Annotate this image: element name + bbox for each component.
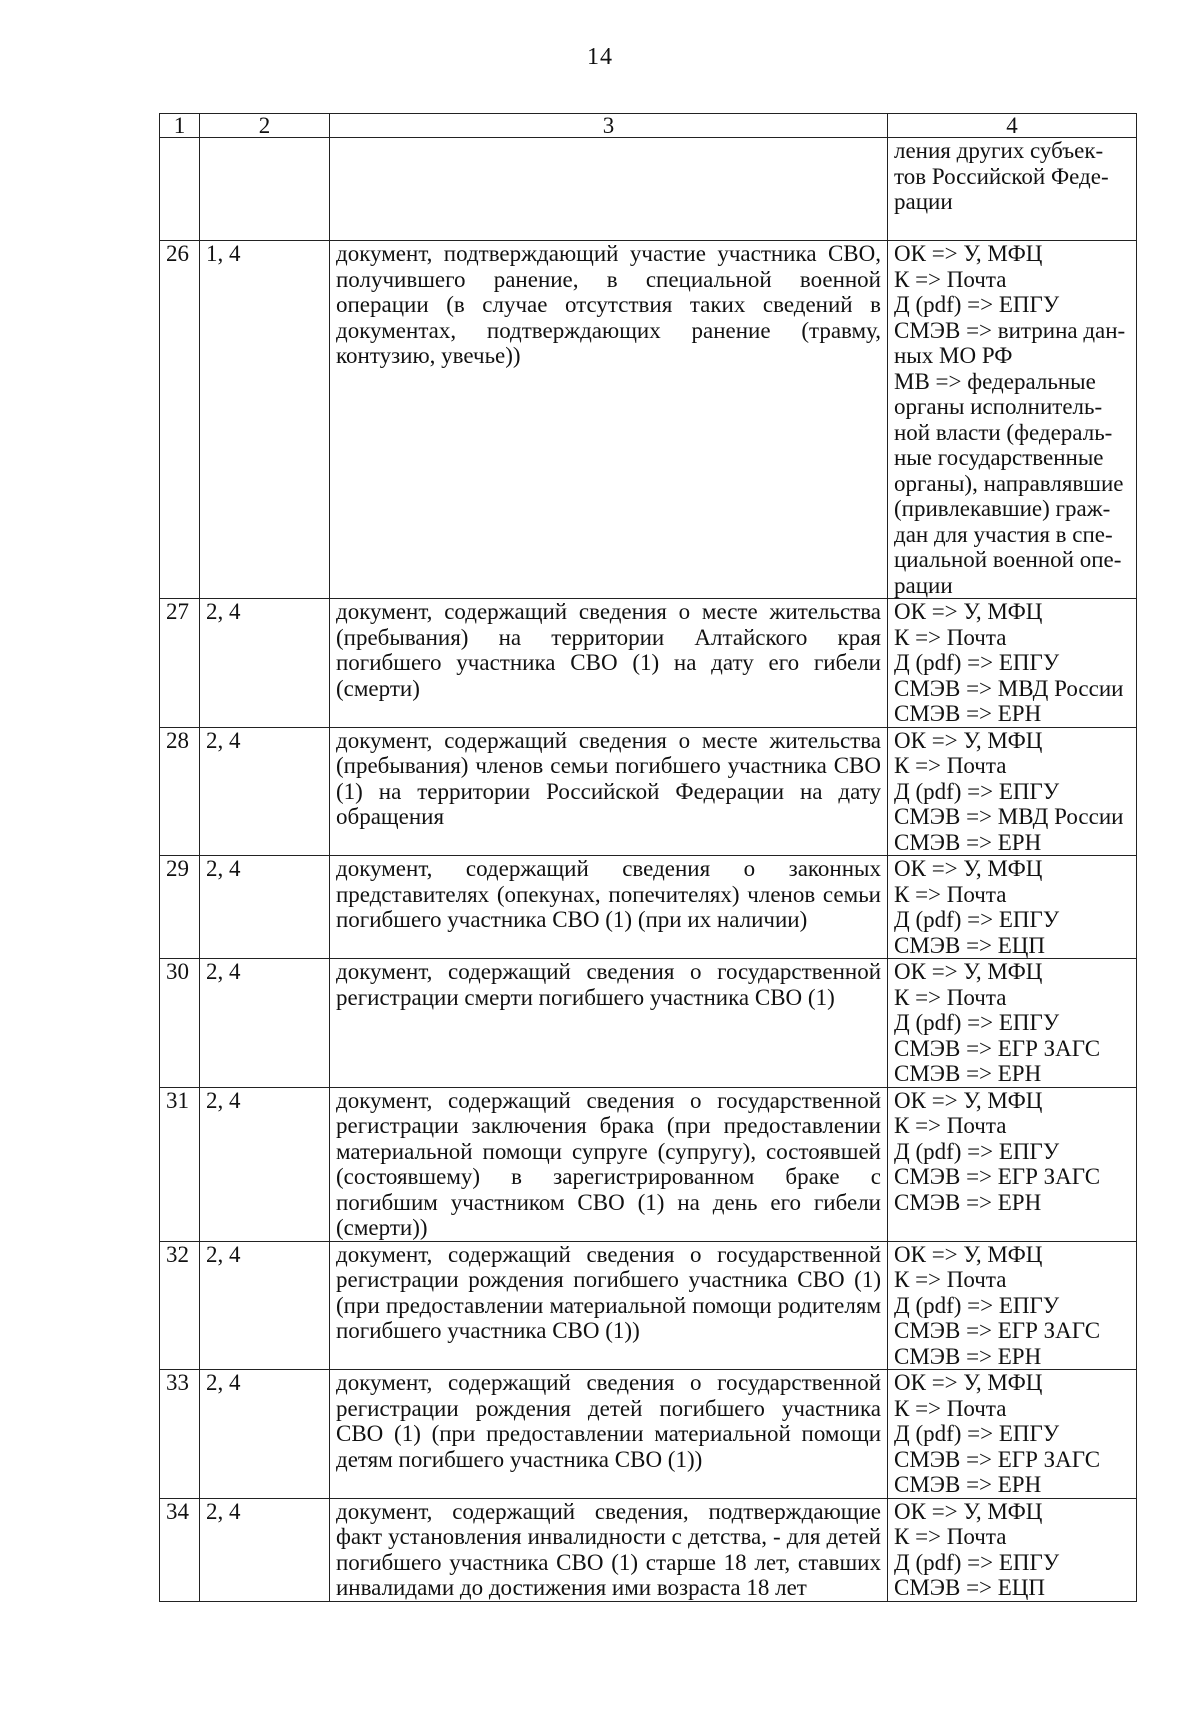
row-channels-cell <box>888 241 1137 599</box>
channel-line: ОК => У, МФЦ <box>894 1370 1043 1395</box>
table-body <box>160 138 1137 1602</box>
channel-line: СМЭВ => ЕГР ЗАГС <box>894 1318 1101 1343</box>
column-header-3: 3 <box>330 114 888 138</box>
channel-line: СМЭВ => витрина дан- <box>894 317 1126 343</box>
row-number-cell: 28 <box>160 727 200 856</box>
channel-line: СМЭВ => ЕРН <box>894 1189 1042 1215</box>
channel-line: К => Почта <box>894 1267 1007 1292</box>
row-description-cell: документ, содержащий сведения о государственной регистрации рождения детей погибшего участника СВО (1) (при предоставлении материальной помощи детям погибшего участника СВО (1)) <box>330 1370 888 1499</box>
table-row <box>160 959 1137 1088</box>
channel-line: ной власти (федераль- <box>894 419 1113 445</box>
row-number-cell: 33 <box>160 1370 200 1499</box>
row-description-cell: документ, содержащий сведения о государственной регистрации смерти погибшего участника СВО (1) <box>330 959 888 1088</box>
channel-line: Д (pdf) => ЕПГУ <box>894 1421 1060 1446</box>
row-channels-cell <box>888 959 1137 1088</box>
channel-line: ОК => У, МФЦ <box>894 241 1043 266</box>
channel-line: СМЭВ => ЕЦП <box>894 932 1046 958</box>
channel-line: тов Российской Феде- <box>894 163 1109 189</box>
row-channels-cell <box>888 1087 1137 1241</box>
channel-line: СМЭВ => ЕРН <box>894 1343 1042 1369</box>
continuation-num-cell <box>160 138 200 241</box>
table-row <box>160 727 1137 856</box>
row-description-cell: документ, содержащий сведения о государственной регистрации заключения брака (при предоставлении материальной помощи супруге (супругу), состоявшей (состоявшему) в зарегистрированном браке с погибшим участником СВО (1) на день его гибели (смерти)) <box>330 1087 888 1241</box>
page-number: 14 <box>587 44 613 70</box>
table-row <box>160 1498 1137 1601</box>
table-row <box>160 1241 1137 1370</box>
table-row <box>160 856 1137 959</box>
channel-line: СМЭВ => ЕРН <box>894 701 1042 726</box>
continuation-channels-cell <box>888 138 1137 241</box>
channel-line: дан для участия в спе- <box>894 521 1113 547</box>
channel-line: ОК => У, МФЦ <box>894 599 1043 624</box>
channel-line: ные государственные <box>894 445 1104 470</box>
row-refs-cell: 2, 4 <box>200 727 330 856</box>
channel-line: циальной военной опе- <box>894 547 1122 572</box>
row-refs-cell: 2, 4 <box>200 856 330 959</box>
row-description-cell: документ, содержащий сведения, подтверждающие факт установления инвалидности с детства, - для детей погибшего участника СВО (1) старше 18 лет, ставших инвалидами до достижения ими возраста 18 лет <box>330 1498 888 1601</box>
channel-line: ОК => У, МФЦ <box>894 1241 1043 1267</box>
row-channels-cell <box>888 856 1137 959</box>
continuation-description-cell <box>330 138 888 241</box>
channel-line: СМЭВ => МВД России <box>894 804 1124 829</box>
channel-line: СМЭВ => ЕРН <box>894 829 1042 855</box>
table-row-continuation <box>160 138 1137 241</box>
table-row <box>160 1370 1137 1499</box>
row-refs-cell: 2, 4 <box>200 1370 330 1499</box>
table-header-row <box>160 114 1137 138</box>
channel-line: К => Почта <box>894 266 1007 292</box>
table-row <box>160 599 1137 728</box>
row-number-cell: 30 <box>160 959 200 1088</box>
channel-line: (привлекавшие) граж- <box>894 496 1111 521</box>
column-header-2: 2 <box>200 114 330 138</box>
channel-line: ления других субъек- <box>894 138 1104 163</box>
continuation-refs-cell <box>200 138 330 241</box>
row-description-cell: документ, содержащий сведения о законных представителях (опекунах, попечителях) членов семьи погибшего участника СВО (1) (при их наличии) <box>330 856 888 959</box>
channel-line: ных МО РФ <box>894 343 1013 368</box>
row-refs-cell: 2, 4 <box>200 599 330 728</box>
row-number-cell: 32 <box>160 1241 200 1370</box>
channel-line: СМЭВ => ЕРН <box>894 1472 1042 1497</box>
channel-line: СМЭВ => ЕГР ЗАГС <box>894 1164 1101 1189</box>
row-number-cell: 34 <box>160 1498 200 1601</box>
channel-line: Д (pdf) => ЕПГУ <box>894 907 1060 932</box>
channel-line: К => Почта <box>894 753 1007 778</box>
channel-line: К => Почта <box>894 984 1007 1010</box>
row-channels-cell <box>888 1370 1137 1499</box>
channel-line: К => Почта <box>894 1113 1007 1138</box>
channel-line: СМЭВ => ЕГР ЗАГС <box>894 1035 1101 1061</box>
channel-line: СМЭВ => ЕГР ЗАГС <box>894 1446 1101 1472</box>
row-refs-cell: 2, 4 <box>200 959 330 1088</box>
column-header-1: 1 <box>160 114 200 138</box>
row-refs-cell: 2, 4 <box>200 1498 330 1601</box>
channel-line: Д (pdf) => ЕПГУ <box>894 1292 1060 1318</box>
row-description-cell: документ, содержащий сведения о месте жительства (пребывания) членов семьи погибшего участника СВО (1) на территории Российской Федерации на дату обращения <box>330 727 888 856</box>
channel-line: К => Почта <box>894 1395 1007 1421</box>
channel-line: ОК => У, МФЦ <box>894 856 1043 881</box>
row-number-cell: 31 <box>160 1087 200 1241</box>
channel-line: Д (pdf) => ЕПГУ <box>894 1549 1060 1575</box>
row-channels-cell <box>888 1498 1137 1601</box>
channel-line: К => Почта <box>894 881 1007 907</box>
row-channels-cell <box>888 1241 1137 1370</box>
channel-line: СМЭВ => ЕРН <box>894 1061 1042 1086</box>
channel-line: СМЭВ => ЕЦП <box>894 1575 1046 1600</box>
channel-line: ОК => У, МФЦ <box>894 959 1043 984</box>
row-channels-cell <box>888 599 1137 728</box>
channel-line: СМЭВ => МВД России <box>894 675 1124 701</box>
row-refs-cell: 1, 4 <box>200 241 330 599</box>
row-number-cell: 29 <box>160 856 200 959</box>
channel-line: органы исполнитель- <box>894 394 1103 419</box>
channel-line: К => Почта <box>894 624 1007 650</box>
row-number-cell: 26 <box>160 241 200 599</box>
row-description-cell: документ, содержащий сведения о государственной регистрации рождения погибшего участника СВО (1) (при предоставлении материальной помощи родителям погибшего участника СВО (1)) <box>330 1241 888 1370</box>
channel-line: Д (pdf) => ЕПГУ <box>894 1138 1060 1164</box>
channel-line: ОК => У, МФЦ <box>894 1087 1043 1113</box>
channel-line: Д (pdf) => ЕПГУ <box>894 650 1060 675</box>
row-description-cell: документ, подтверждающий участие участника СВО, получившего ранение, в специальной военной операции (в случае отсутствия таких сведений в документах, подтверждающих ранение (травму, контузию, увечье)) <box>330 241 888 599</box>
channel-line: органы), направлявшие <box>894 470 1124 496</box>
table-row <box>160 241 1137 599</box>
channel-line: Д (pdf) => ЕПГУ <box>894 1010 1060 1035</box>
row-refs-cell: 2, 4 <box>200 1087 330 1241</box>
channel-line: ОК => У, МФЦ <box>894 1498 1043 1524</box>
channel-line: Д (pdf) => ЕПГУ <box>894 778 1060 804</box>
table-row <box>160 1087 1137 1241</box>
channel-line: рации <box>894 189 953 214</box>
row-number-cell: 27 <box>160 599 200 728</box>
channel-line: К => Почта <box>894 1524 1007 1549</box>
column-header-4: 4 <box>888 114 1137 138</box>
channel-line: ОК => У, МФЦ <box>894 727 1043 753</box>
channel-line: МВ => федеральные <box>894 368 1096 394</box>
row-refs-cell: 2, 4 <box>200 1241 330 1370</box>
documents-table <box>159 113 1137 1602</box>
row-description-cell: документ, содержащий сведения о месте жительства (пребывания) на территории Алтайского края погибшего участника СВО (1) на дату его гибели (смерти) <box>330 599 888 728</box>
channel-line: Д (pdf) => ЕПГУ <box>894 292 1060 317</box>
channel-line: рации <box>894 572 953 598</box>
row-channels-cell <box>888 727 1137 856</box>
